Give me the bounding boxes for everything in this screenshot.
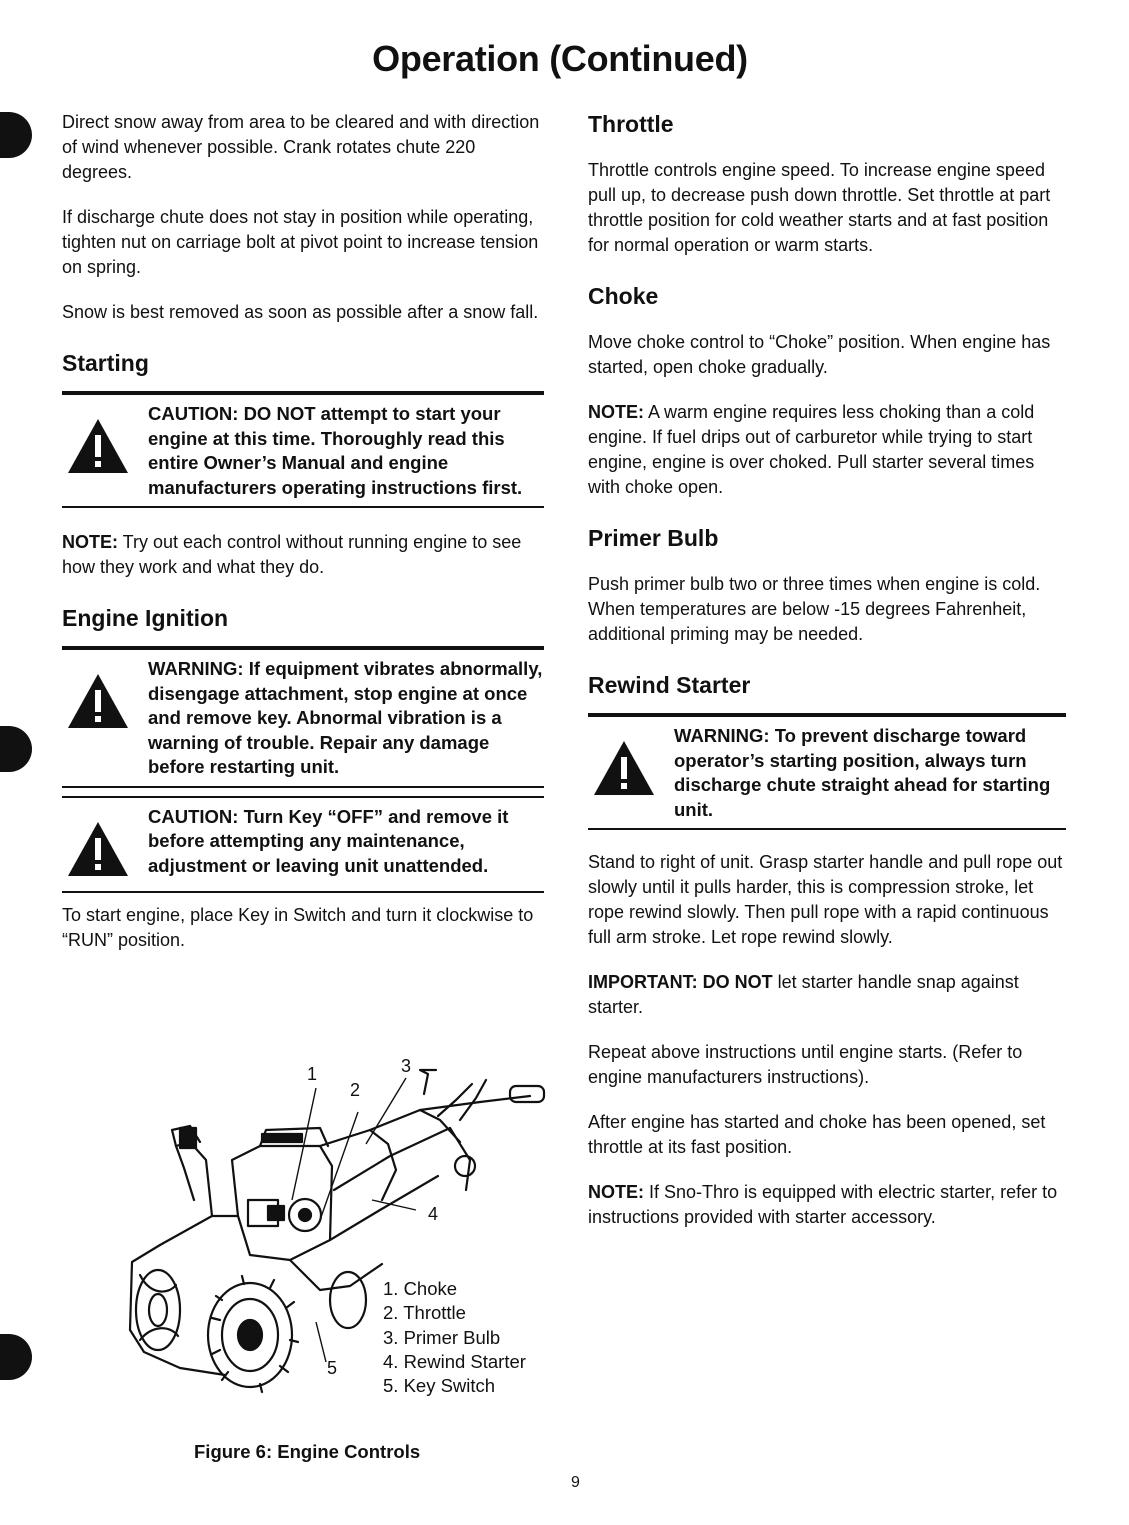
paragraph: Move choke control to “Choke” position. When engine has started, open choke gradually. [588, 332, 1051, 377]
legend-item-choke: 1. Choke [383, 1278, 458, 1299]
figure-legend [383, 1277, 526, 1398]
binder-hole [0, 112, 32, 158]
section-heading-engine-ignition: Engine Ignition [62, 605, 229, 631]
warning-text: WARNING: To prevent discharge toward operator’s starting position, always turn discharge chute straight ahead for starting unit. [674, 725, 1051, 820]
note-text: If Sno-Thro is equipped with electric starter, refer to instructions provided with starter accessory. [588, 1182, 1058, 1227]
paragraph: Repeat above instructions until engine starts. (Refer to engine manufacturers instructions). [588, 1042, 1023, 1087]
warning-triangle-icon [66, 820, 130, 878]
figure-callout-5: 5 [327, 1358, 338, 1378]
figure-callout-4: 4 [428, 1204, 439, 1224]
note-text: Try out each control without running engine to see how they work and what they do. [62, 532, 522, 577]
warning-triangle-icon [66, 417, 130, 475]
note-label: NOTE: [588, 1182, 644, 1202]
page-title: Operation (Continued) [372, 38, 748, 79]
legend-item-key-switch: 5. Key Switch [383, 1375, 496, 1397]
paragraph: Stand to right of unit. Grasp starter handle and pull rope out slowly until it pulls harder, this is compression stroke, let rope rewind slowly. Then pull rope with a rapid continuous full arm stroke. Let rope rewind slowly. [588, 852, 1063, 947]
paragraph: Direct snow away from area to be cleared and with direction of wind whenever possible. Crank rotates chute 220 degrees. [62, 112, 540, 182]
caution-box [62, 391, 544, 508]
caution-box [62, 796, 544, 893]
right-column [588, 110, 1066, 1230]
section-heading-throttle: Throttle [588, 111, 674, 137]
figure-callout-2: 2 [350, 1080, 361, 1100]
binder-hole [0, 1334, 32, 1380]
note-label: NOTE: [62, 532, 118, 552]
figure-caption: Figure 6: Engine Controls [194, 1441, 421, 1462]
paragraph: To start engine, place Key in Switch and turn it clockwise to “RUN” position. [62, 904, 534, 950]
warning-box [62, 646, 544, 788]
warning-box [588, 713, 1066, 830]
note-paragraph [588, 400, 1066, 500]
paragraph: Throttle controls engine speed. To increase engine speed pull up, to decrease push down throttle. Set throttle at part throttle position for cold weather starts and at fast position for normal operation or warm starts. [588, 160, 1051, 255]
paragraph: After engine has started and choke has been opened, set throttle at its fast position. [588, 1112, 1046, 1157]
note-text: A warm engine requires less choking than a cold engine. If fuel drips out of carburetor while trying to start engine, engine is over choked. Pull starter several times with choke open. [588, 402, 1035, 497]
important-paragraph [588, 970, 1066, 1020]
legend-item-rewind-starter: 4. Rewind Starter [383, 1350, 526, 1372]
paragraph: Snow is best removed as soon as possible after a snow fall. [62, 302, 539, 322]
left-column [62, 110, 544, 953]
paragraph: Push primer bulb two or three times when engine is cold. When temperatures are below -15 degrees Fahrenheit, additional priming may be needed. [588, 574, 1041, 644]
note-label: NOTE: [588, 402, 644, 422]
section-heading-rewind-starter: Rewind Starter [588, 672, 751, 698]
legend-item-primer-bulb: 3. Primer Bulb [383, 1326, 501, 1348]
warning-triangle-icon [66, 672, 130, 730]
section-heading-starting: Starting [62, 350, 149, 376]
caution-text: CAUTION: DO NOT attempt to start your engine at this time. Thoroughly read this entire Owner’s Manual and engine manufacturers operating instructions first. [148, 403, 523, 498]
important-label: IMPORTANT: DO NOT [588, 972, 773, 992]
note-paragraph [588, 1180, 1066, 1230]
caution-text: CAUTION: Turn Key “OFF” and remove it before attempting any maintenance, adjustment or leaving unit unattended. [148, 805, 509, 876]
binder-hole [0, 726, 32, 772]
figure-callout-1: 1 [307, 1064, 318, 1084]
warning-triangle-icon [592, 739, 656, 797]
important-text: let starter handle snap against starter. [588, 972, 1019, 1017]
paragraph: If discharge chute does not stay in position while operating, tighten nut on carriage bolt at pivot point to increase tension on spring. [62, 207, 539, 277]
figure-callout-3: 3 [401, 1056, 412, 1076]
page-number: 9 [571, 1474, 580, 1491]
note-paragraph [62, 530, 544, 580]
section-heading-choke: Choke [588, 283, 659, 309]
section-heading-primer-bulb: Primer Bulb [588, 525, 719, 551]
warning-text: WARNING: If equipment vibrates abnormally, disengage attachment, stop engine at once and remove key. Abnormal vibration is a warning of trouble. Repair any damage before restarting unit. [148, 658, 543, 777]
legend-item-throttle: 2. Throttle [383, 1302, 466, 1324]
